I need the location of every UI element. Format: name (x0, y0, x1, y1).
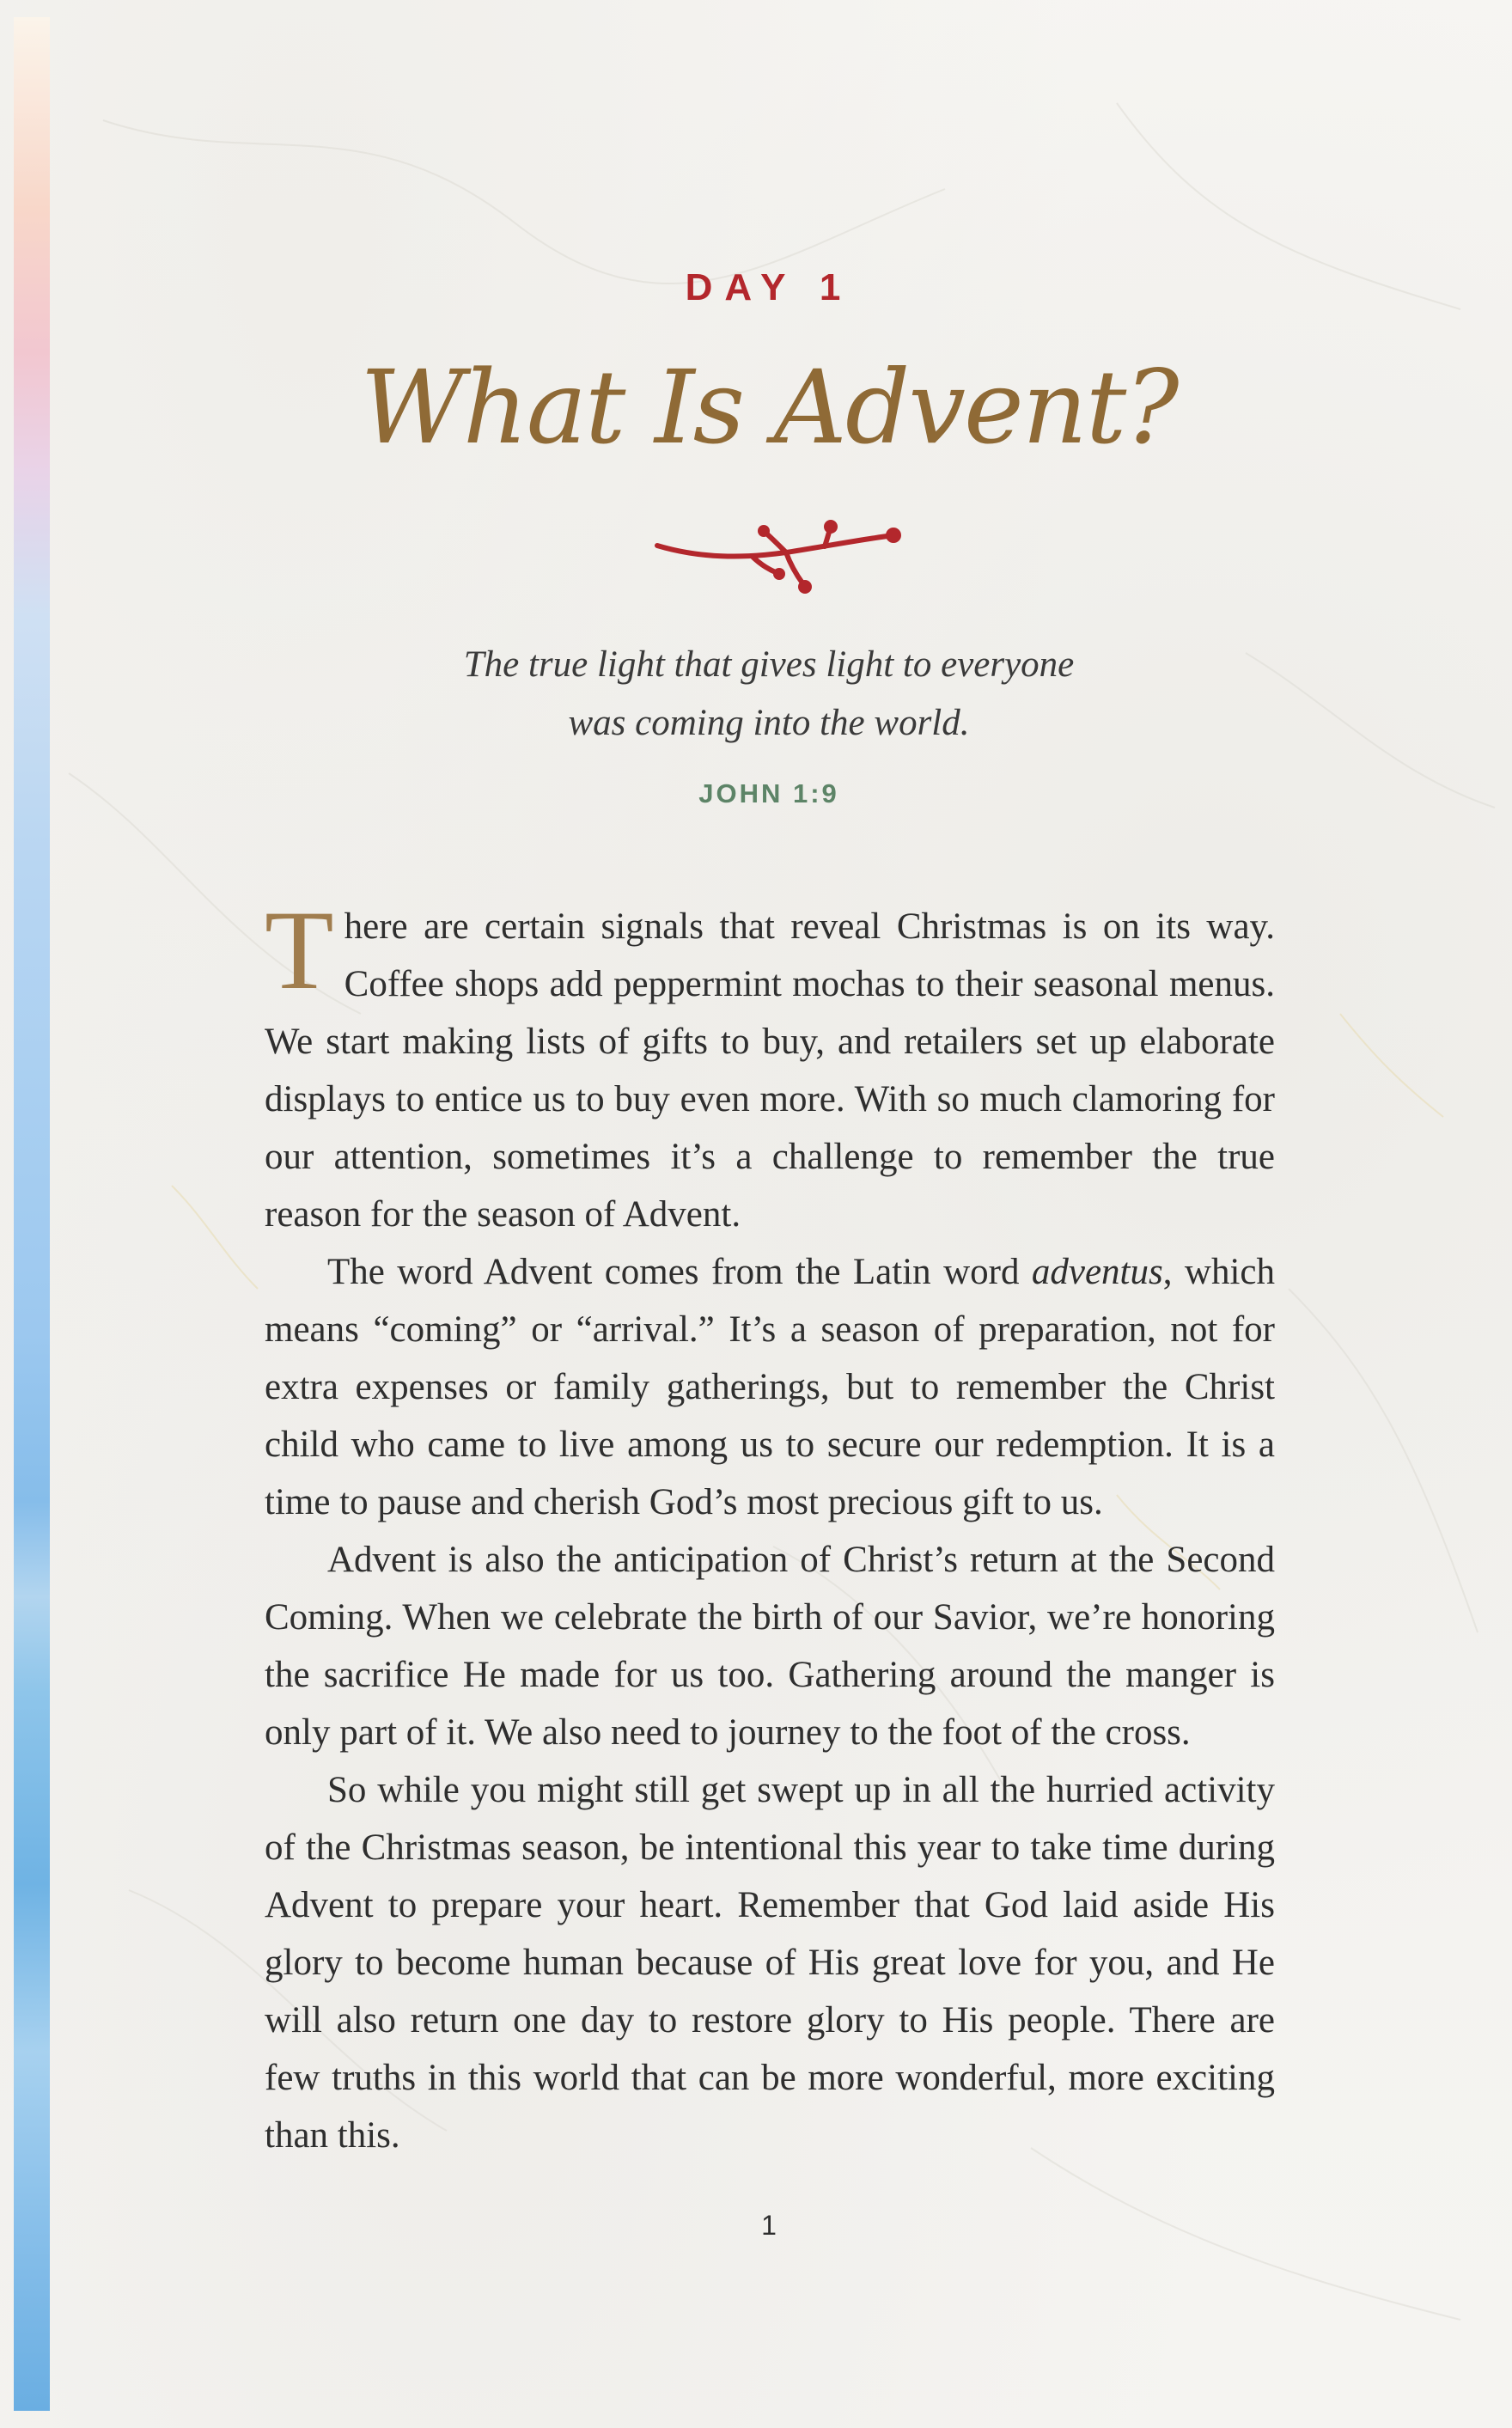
drop-cap: T (265, 887, 334, 1013)
paragraph-2-text-a: The word Advent comes from the Latin word (327, 1252, 1032, 1292)
paragraph-2-text-b: , which means “coming” or “arrival.” It’s a season of preparation, not for extra expenses or family gatherings, but to remember the Christ child who came to live among us to secure our redemption. It is a time to pause and cherish God’s most precious gift to us. (265, 1252, 1275, 1522)
paragraph-1-text: here are certain signals that reveal Christmas is on its way. Coffee shops add peppermint mochas to their seasonal menus. We start making lists of gifts to buy, and retailers set up elaborate displays to entice us to buy even more. With so much clamoring for our attention, sometimes it’s a challenge to remember the true reason for the season of Advent. (265, 906, 1275, 1235)
devotional-body (265, 887, 1275, 2164)
paragraph-2-italic-word: adventus (1031, 1252, 1163, 1292)
day-label: DAY 1 (685, 266, 853, 308)
scripture-verse (0, 636, 1512, 753)
verse-reference: JOHN 1:9 (698, 778, 839, 808)
verse-line-1: The true light that gives light to everyone (463, 644, 1075, 685)
berry-branch-icon (649, 520, 906, 597)
verse-line-2: was coming into the world. (568, 703, 970, 743)
paragraph-1 (265, 887, 1275, 1243)
page-number: 1 (761, 2210, 777, 2241)
paragraph-3: Advent is also the anticipation of Christ’s return at the Second Coming. When we celebrate the birth of our Savior, we’re honoring the sacrifice He made for us too. Gathering around the manger is only part of it. We also need to journey to the foot of the cross. (265, 1540, 1275, 1753)
paragraph-2 (265, 1243, 1275, 1531)
page-title: What Is Advent? (360, 348, 1178, 467)
paragraph-4: So while you might still get swept up in all the hurried activity of the Christmas season, be intentional this year to take time during Advent to prepare your heart. Remember that God laid aside His glory to become human because of His great love for you, and He will also return one day to restore glory to His people. There are few truths in this world that can be more wonderful, more exciting than this. (265, 1770, 1275, 2156)
